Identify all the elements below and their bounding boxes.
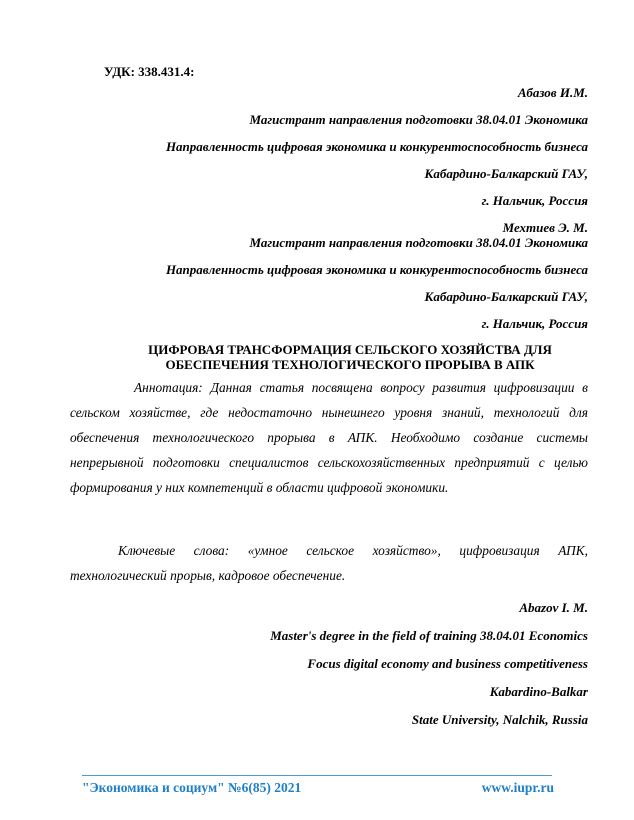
author-university: Кабардино-Балкарский ГАУ,: [424, 166, 588, 181]
abstract: Аннотация: Данная статья посвящена вопросу развития цифровизации в сельском хозяйстве, где недостаточно нынешнего уровня знаний, технологий для обеспечения технологического прорыва в АПК. Необходимо создание системы непрерывной подготовки специалистов сельскохозяйственных предприятий с целью формирования у них компетенций в области цифровой экономики.: [70, 380, 588, 495]
english-author-position: Master's degree in the field of training 38.04.01 Economics: [270, 628, 588, 643]
footer-divider: [82, 775, 552, 776]
english-author-name: Abazov I. M.: [519, 600, 588, 615]
author-position: Магистрант направления подготовки 38.04.01 Экономика: [249, 235, 588, 250]
article-title: [70, 342, 630, 372]
author-name: Мехтиев Э. М.: [502, 220, 588, 235]
article-title-line-2: ОБЕСПЕЧЕНИЯ ТЕХНОЛОГИЧЕСКОГО ПРОРЫВА В АПК: [165, 357, 535, 372]
footer-journal: "Экономика и социум" №6(85) 2021: [82, 780, 302, 795]
author-name: Абазов И.М.: [517, 85, 588, 100]
english-author-city: State University, Nalchik, Russia: [411, 712, 588, 727]
author-focus: Направленность цифровая экономика и конкурентоспособность бизнеса: [165, 262, 588, 277]
author-block-2: [166, 220, 588, 331]
author-position: Магистрант направления подготовки 38.04.01 Экономика: [249, 112, 588, 127]
author-city: г. Нальчик, Россия: [481, 193, 588, 208]
author-focus: Направленность цифровая экономика и конкурентоспособность бизнеса: [165, 139, 588, 154]
article-title-line-1: ЦИФРОВАЯ ТРАНСФОРМАЦИЯ СЕЛЬСКОГО ХОЗЯЙСТВА ДЛЯ: [148, 342, 552, 357]
english-author-university: Kabardino-Balkar: [489, 684, 588, 699]
english-author-focus: Focus digital economy and business competitiveness: [307, 656, 588, 671]
footer-website-link[interactable]: www.iupr.ru: [481, 780, 554, 795]
udk-code: УДК: 338.431.4:: [104, 64, 195, 79]
keywords: Ключевые слова: «умное сельское хозяйство», цифровизация АПК, технологический прорыв, кадровое обеспечение.: [70, 543, 588, 583]
english-author-block: [270, 600, 588, 740]
author-city: г. Нальчик, Россия: [481, 316, 588, 331]
author-university: Кабардино-Балкарский ГАУ,: [424, 289, 588, 304]
author-block-1: [166, 85, 588, 220]
